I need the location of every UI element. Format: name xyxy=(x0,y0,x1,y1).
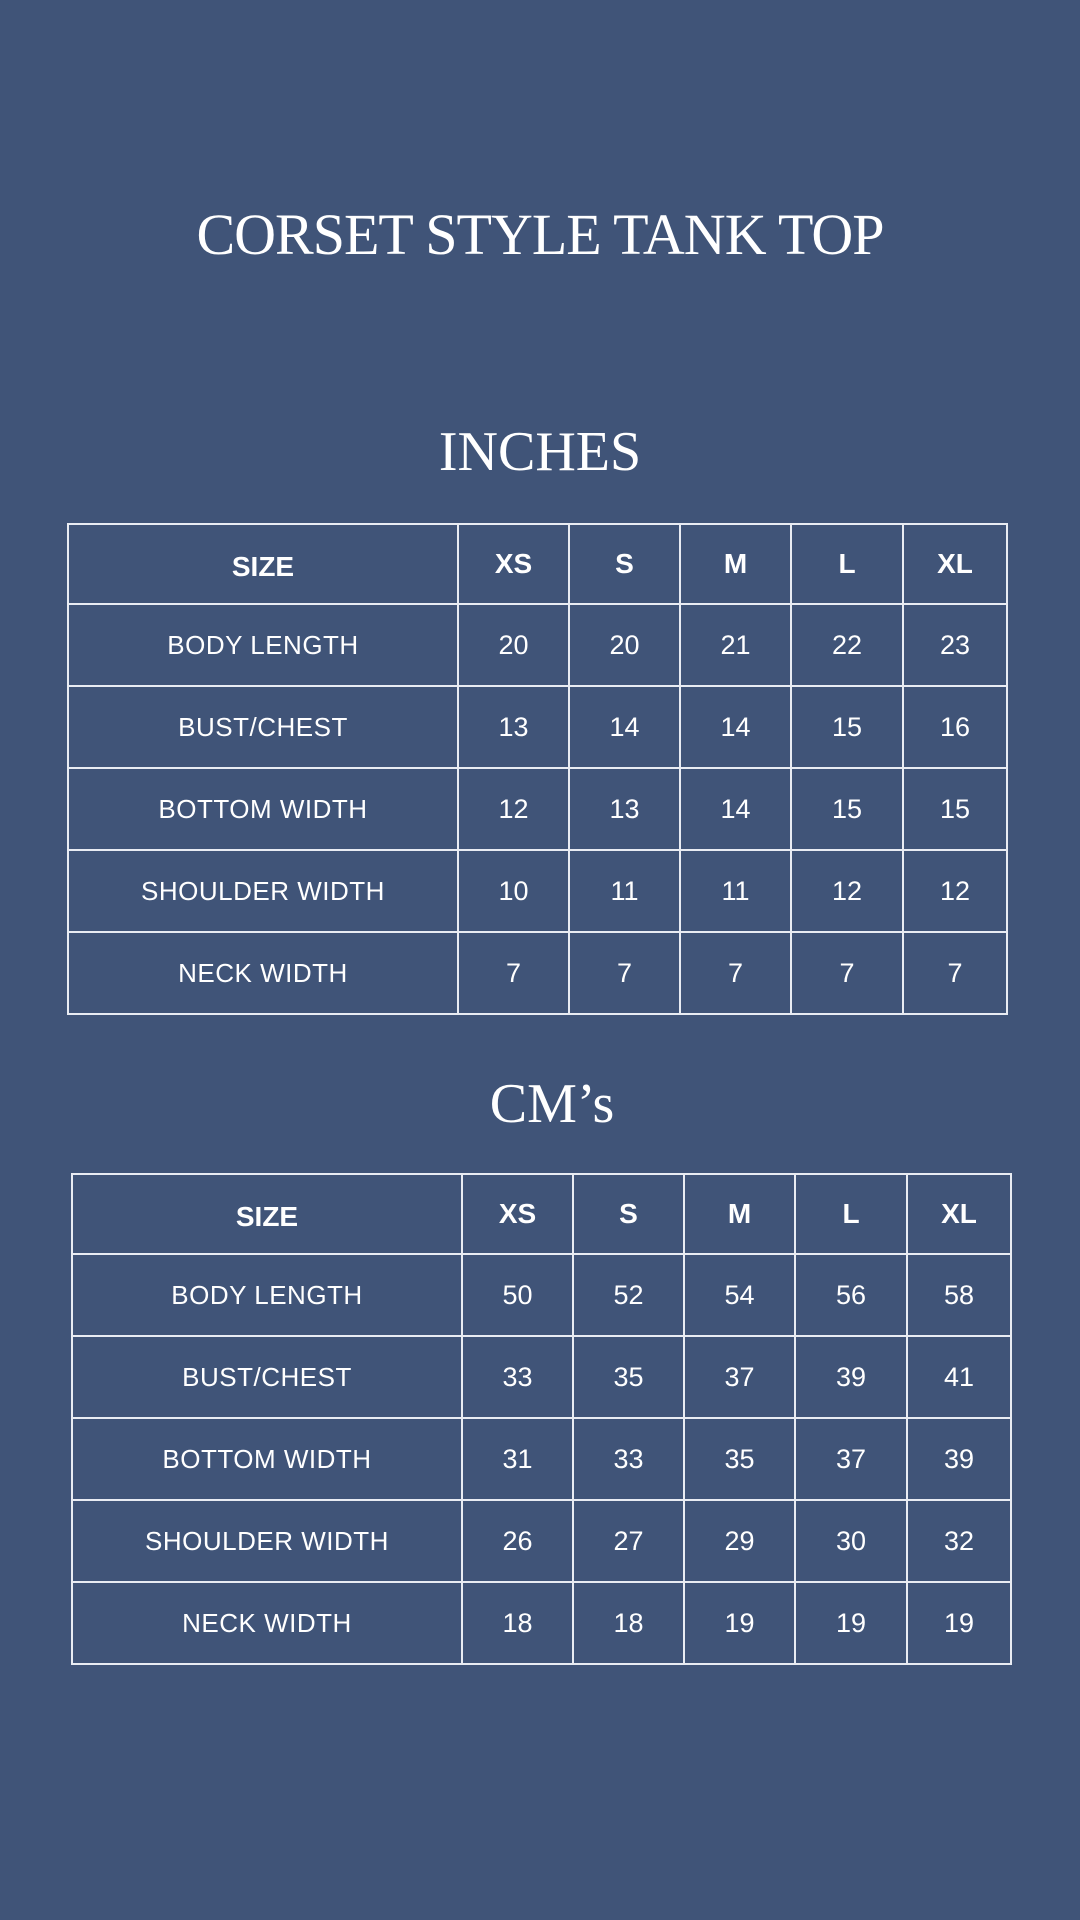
measurement-value: 10 xyxy=(458,850,569,932)
measurement-value: 27 xyxy=(573,1500,684,1582)
table-row xyxy=(68,686,1007,768)
measurement-value: 35 xyxy=(684,1418,795,1500)
measurement-value: 19 xyxy=(907,1582,1011,1664)
measurement-value: 15 xyxy=(791,768,903,850)
inches-heading: INCHES xyxy=(438,421,642,483)
table-row xyxy=(68,850,1007,932)
table-row xyxy=(72,1500,1011,1582)
measurement-label: BOTTOM WIDTH xyxy=(72,1418,462,1500)
table-row xyxy=(68,932,1007,1014)
measurement-value: 26 xyxy=(462,1500,573,1582)
measurement-label: SHOULDER WIDTH xyxy=(68,850,458,932)
measurement-value: 32 xyxy=(907,1500,1011,1582)
measurement-label: BOTTOM WIDTH xyxy=(68,768,458,850)
measurement-value: 56 xyxy=(795,1254,907,1336)
measurement-value: 12 xyxy=(791,850,903,932)
table-header-row xyxy=(72,1174,1011,1254)
measurement-value: 20 xyxy=(458,604,569,686)
size-header-s: S xyxy=(569,524,680,604)
page-title: CORSET STYLE TANK TOP xyxy=(196,202,884,267)
size-header-s: S xyxy=(573,1174,684,1254)
measurement-label: BUST/CHEST xyxy=(68,686,458,768)
table-header-row xyxy=(68,524,1007,604)
measurement-value: 52 xyxy=(573,1254,684,1336)
measurement-value: 54 xyxy=(684,1254,795,1336)
measurement-value: 15 xyxy=(903,768,1007,850)
measurement-value: 29 xyxy=(684,1500,795,1582)
measurement-value: 41 xyxy=(907,1336,1011,1418)
measurement-value: 11 xyxy=(680,850,791,932)
measurement-value: 16 xyxy=(903,686,1007,768)
size-header-xl: XL xyxy=(903,524,1007,604)
table-row xyxy=(72,1254,1011,1336)
measurement-value: 20 xyxy=(569,604,680,686)
size-header-xl: XL xyxy=(907,1174,1011,1254)
table-row xyxy=(72,1582,1011,1664)
measurement-value: 37 xyxy=(795,1418,907,1500)
measurement-label: BUST/CHEST xyxy=(72,1336,462,1418)
measurement-label: NECK WIDTH xyxy=(72,1582,462,1664)
table-row xyxy=(68,604,1007,686)
measurement-value: 18 xyxy=(573,1582,684,1664)
measurement-value: 12 xyxy=(458,768,569,850)
table-row xyxy=(72,1418,1011,1500)
measurement-value: 21 xyxy=(680,604,791,686)
measurement-value: 23 xyxy=(903,604,1007,686)
table-row xyxy=(72,1336,1011,1418)
measurement-value: 14 xyxy=(680,686,791,768)
size-column-header: SIZE xyxy=(72,1174,462,1254)
measurement-value: 18 xyxy=(462,1582,573,1664)
size-header-xs: XS xyxy=(458,524,569,604)
measurement-value: 14 xyxy=(569,686,680,768)
measurement-value: 7 xyxy=(903,932,1007,1014)
inches-size-table xyxy=(67,523,1008,1015)
size-header-m: M xyxy=(684,1174,795,1254)
size-header-xs: XS xyxy=(462,1174,573,1254)
measurement-value: 14 xyxy=(680,768,791,850)
size-column-header: SIZE xyxy=(68,524,458,604)
measurement-label: BODY LENGTH xyxy=(72,1254,462,1336)
measurement-label: NECK WIDTH xyxy=(68,932,458,1014)
measurement-value: 7 xyxy=(791,932,903,1014)
measurement-value: 30 xyxy=(795,1500,907,1582)
measurement-value: 31 xyxy=(462,1418,573,1500)
measurement-value: 19 xyxy=(684,1582,795,1664)
measurement-label: BODY LENGTH xyxy=(68,604,458,686)
measurement-value: 50 xyxy=(462,1254,573,1336)
measurement-value: 19 xyxy=(795,1582,907,1664)
table-row xyxy=(68,768,1007,850)
measurement-value: 7 xyxy=(458,932,569,1014)
measurement-value: 11 xyxy=(569,850,680,932)
measurement-value: 7 xyxy=(680,932,791,1014)
measurement-value: 22 xyxy=(791,604,903,686)
size-header-m: M xyxy=(680,524,791,604)
cms-heading: CM’s xyxy=(489,1073,615,1135)
measurement-value: 13 xyxy=(458,686,569,768)
measurement-value: 35 xyxy=(573,1336,684,1418)
measurement-value: 37 xyxy=(684,1336,795,1418)
measurement-value: 33 xyxy=(573,1418,684,1500)
measurement-value: 7 xyxy=(569,932,680,1014)
measurement-label: SHOULDER WIDTH xyxy=(72,1500,462,1582)
measurement-value: 58 xyxy=(907,1254,1011,1336)
measurement-value: 33 xyxy=(462,1336,573,1418)
cms-size-table xyxy=(71,1173,1012,1665)
measurement-value: 12 xyxy=(903,850,1007,932)
measurement-value: 15 xyxy=(791,686,903,768)
measurement-value: 39 xyxy=(907,1418,1011,1500)
size-header-l: L xyxy=(795,1174,907,1254)
measurement-value: 13 xyxy=(569,768,680,850)
measurement-value: 39 xyxy=(795,1336,907,1418)
size-header-l: L xyxy=(791,524,903,604)
